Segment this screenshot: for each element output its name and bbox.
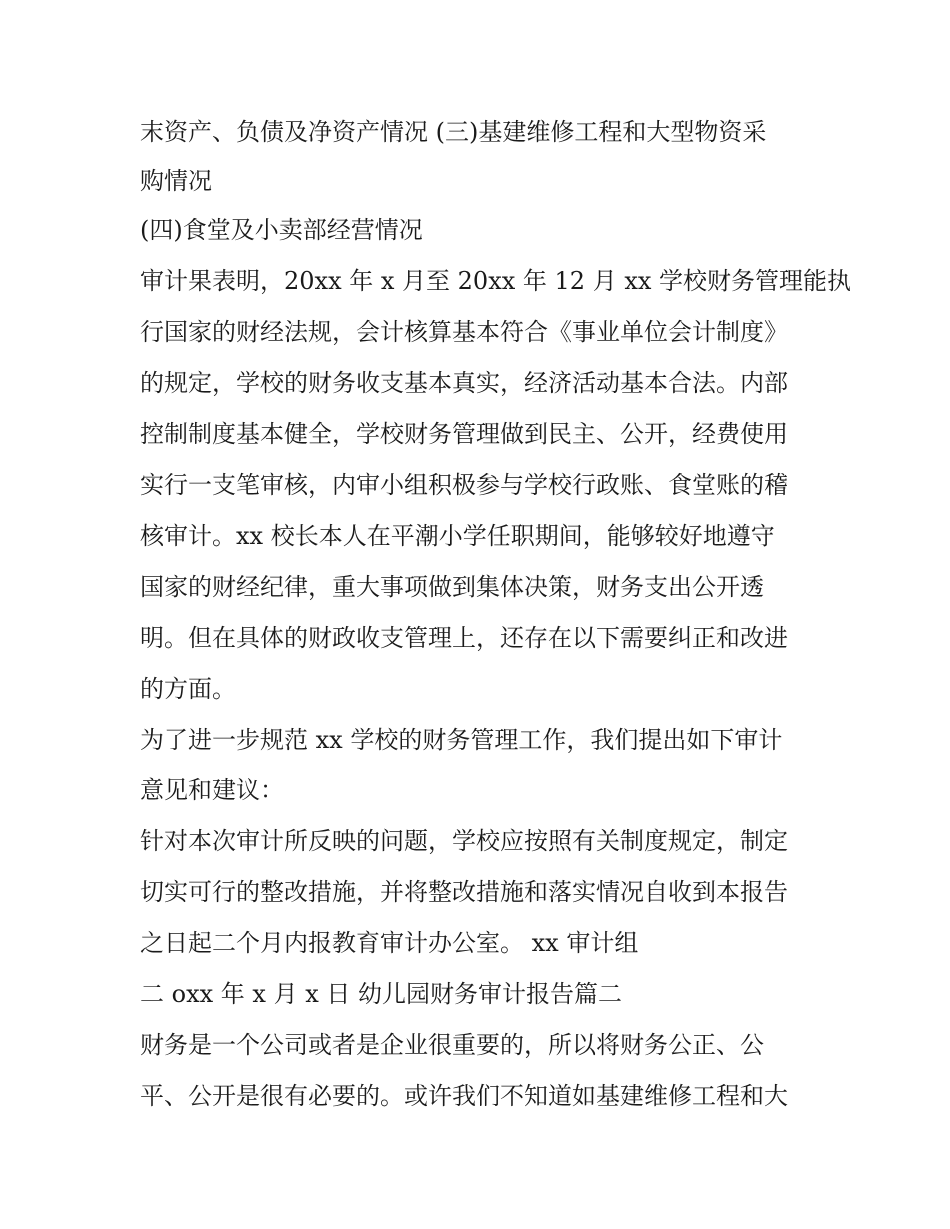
text-line: 末资产、负债及净资产情况 (三)基建维修工程和大型物资采 bbox=[140, 118, 767, 146]
text-line: 实行一支笔审核，内审小组积极参与学校行政账、食堂账的稽 bbox=[140, 471, 788, 499]
text-line: (四)食堂及小卖部经营情况 bbox=[140, 216, 423, 244]
text-line: 意见和建议： bbox=[140, 776, 284, 804]
text-line: 的规定，学校的财务收支基本真实，经济活动基本合法。内部 bbox=[140, 369, 788, 397]
text-line: 核审计。xx 校长本人在平潮小学任职期间，能够较好地遵守 bbox=[140, 522, 775, 550]
text-line: 控制制度基本健全，学校财务管理做到民主、公开，经费使用 bbox=[140, 420, 788, 448]
text-line: 明。但在具体的财政收支管理上，还存在以下需要纠正和改进 bbox=[140, 624, 788, 652]
text-line: 二 oxx 年 x 月 x 日 幼儿园财务审计报告篇二 bbox=[140, 980, 622, 1008]
text-line: 为了进一步规范 xx 学校的财务管理工作，我们提出如下审计 bbox=[140, 726, 783, 754]
text-line: 国家的财经纪律，重大事项做到集体决策，财务支出公开透 bbox=[140, 573, 764, 601]
text-line: 之日起二个月内报教育审计办公室。 xx 审计组 bbox=[140, 929, 639, 957]
text-line: 平、公开是很有必要的。或许我们不知道如基建维修工程和大 bbox=[140, 1082, 788, 1110]
text-line: 的方面。 bbox=[140, 675, 236, 703]
text-line: 行国家的财经法规，会计核算基本符合《事业单位会计制度》 bbox=[140, 318, 788, 346]
text-line: 财务是一个公司或者是企业很重要的，所以将财务公正、公 bbox=[140, 1031, 764, 1059]
text-line: 购情况 bbox=[140, 167, 212, 195]
text-line: 审计果表明，20xx 年 x 月至 20xx 年 12 月 xx 学校财务管理能执 bbox=[140, 267, 852, 295]
text-line: 切实可行的整改措施，并将整改措施和落实情况自收到本报告 bbox=[140, 878, 788, 906]
text-line: 针对本次审计所反映的问题，学校应按照有关制度规定，制定 bbox=[140, 827, 788, 855]
